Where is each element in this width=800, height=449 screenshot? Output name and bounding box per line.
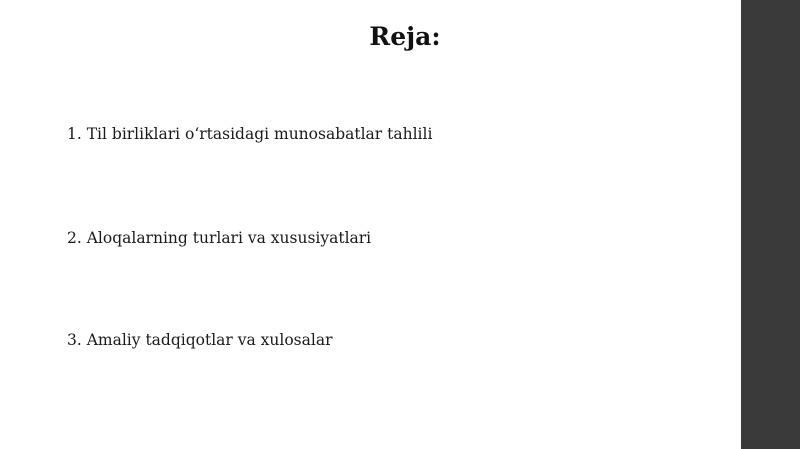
slide-title: Reja:: [369, 22, 441, 51]
plan-item-3: 3. Amaliy tadqiqotlar va xulosalar: [67, 331, 333, 349]
side-panel: [741, 0, 800, 449]
plan-item-2: 2. Aloqalarning turlari va xususiyatlari: [67, 229, 372, 247]
plan-item-1: 1. Til birliklari oʻrtasidagi munosabatlar tahlili: [67, 125, 433, 143]
